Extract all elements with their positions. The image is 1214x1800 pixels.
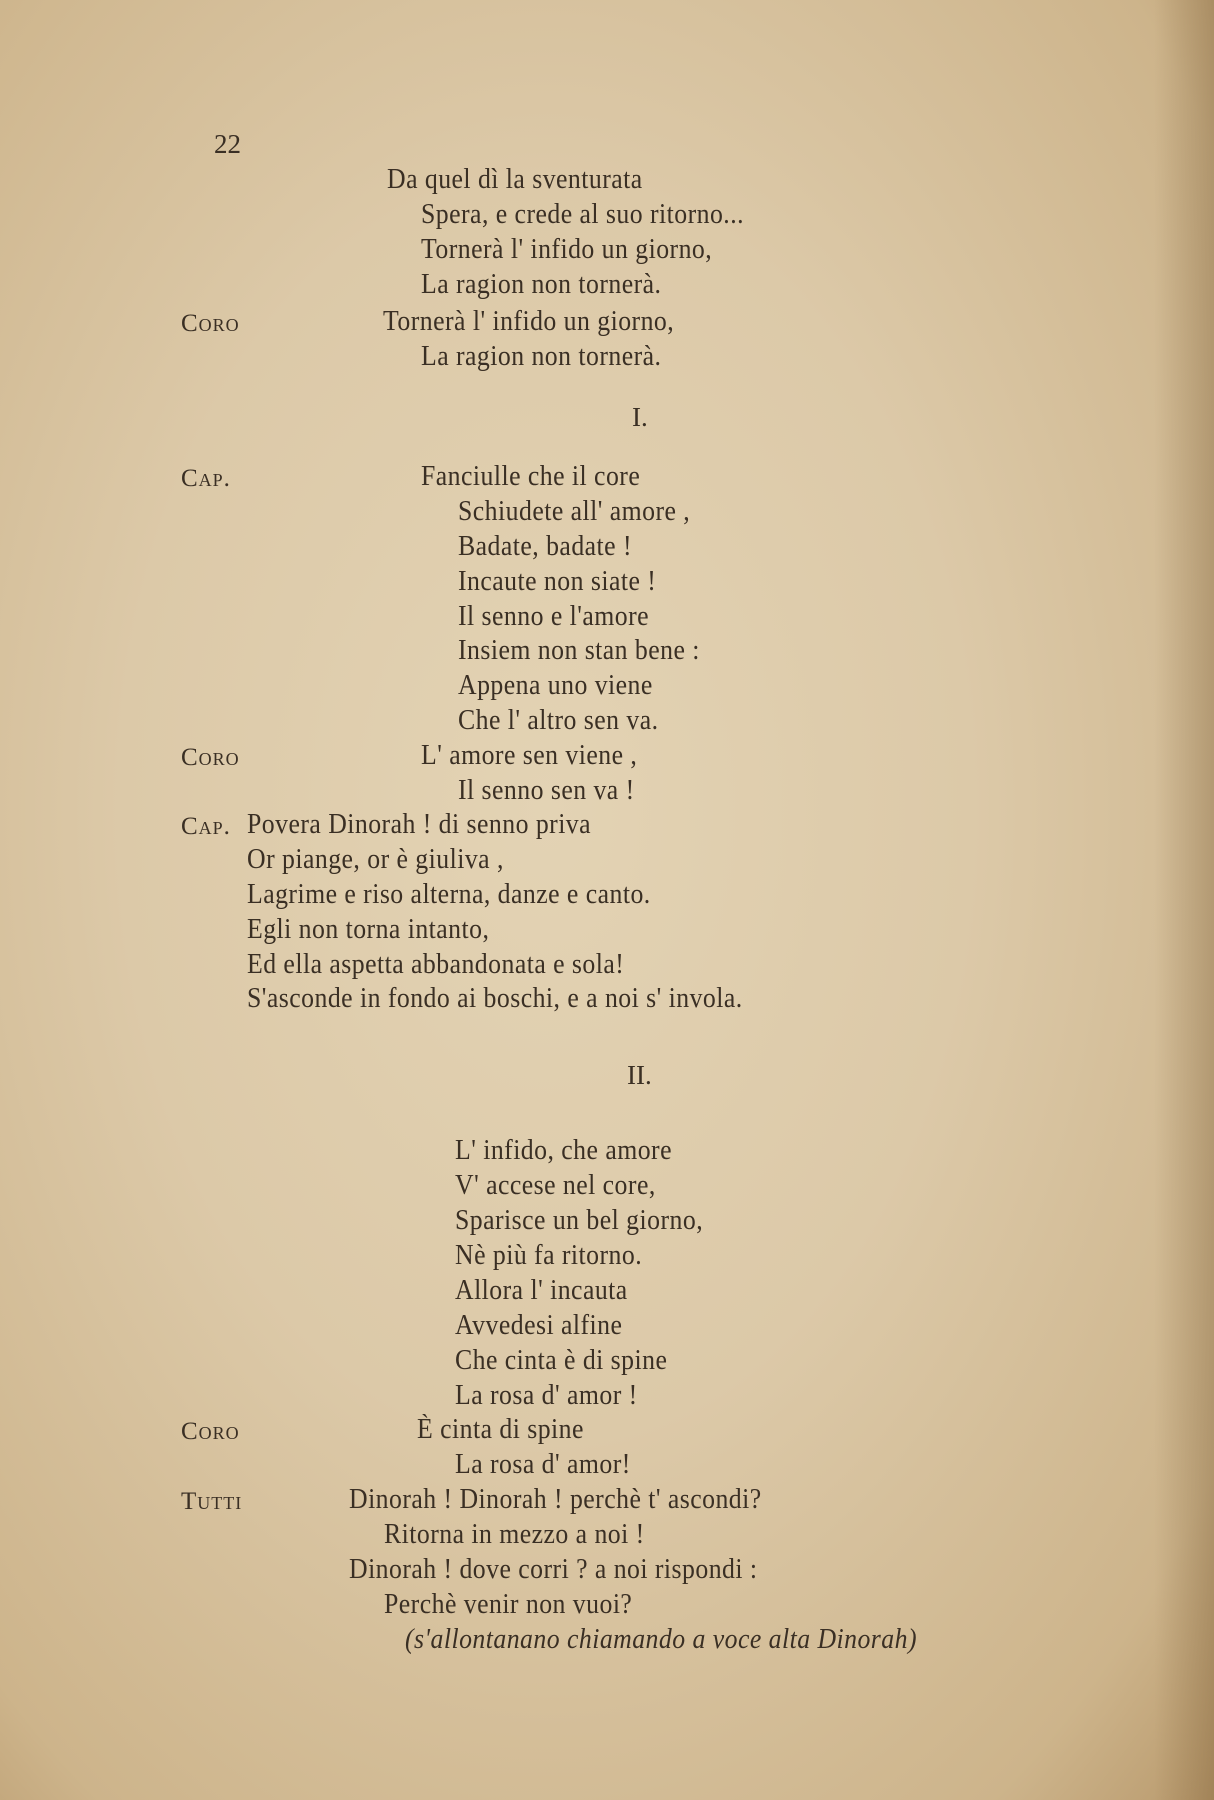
verse-line: Spera, e crede al suo ritorno... xyxy=(421,199,745,230)
verse-line: Badate, badate ! xyxy=(458,531,632,562)
verse-line: Egli non torna intanto, xyxy=(247,914,490,945)
verse-line: Or piange, or è giuliva , xyxy=(247,844,504,875)
verse-line: Povera Dinorah ! di senno priva xyxy=(247,809,592,840)
verse-line: Dinorah ! dove corri ? a noi rispondi : xyxy=(349,1554,758,1585)
verse-line: Sparisce un bel giorno, xyxy=(455,1205,704,1236)
verse-line: S'asconde in fondo ai boschi, e a noi s' invola. xyxy=(247,983,743,1014)
verse-line: Avvedesi alfine xyxy=(455,1310,623,1341)
verse-line: Schiudete all' amore , xyxy=(458,496,691,527)
verse-line: Allora l' incauta xyxy=(455,1275,628,1306)
section-number: I. xyxy=(632,402,648,432)
verse-line: È cinta di spine xyxy=(417,1414,584,1445)
verse-line: La ragion non tornerà. xyxy=(421,269,662,300)
verse-line: Il senno e l'amore xyxy=(458,601,650,632)
verse-line: Da quel dì la sventurata xyxy=(387,164,643,195)
speaker-label: Coro xyxy=(181,744,240,771)
verse-line: Tornerà l' infido un giorno, xyxy=(383,306,675,337)
verse-line: L' amore sen viene , xyxy=(421,740,638,771)
verse-line: Fanciulle che il core xyxy=(421,461,641,492)
speaker-label: Cap. xyxy=(181,465,231,492)
verse-line: Perchè venir non vuoi? xyxy=(384,1589,633,1620)
verse-line: Il senno sen va ! xyxy=(458,775,635,806)
speaker-label: Cap. xyxy=(181,813,231,840)
stage-direction: (s'allontanano chiamando a voce alta Dinorah) xyxy=(405,1624,918,1655)
verse-line: La rosa d' amor ! xyxy=(455,1380,638,1411)
verse-line: Che cinta è di spine xyxy=(455,1345,668,1376)
verse-line: Ritorna in mezzo a noi ! xyxy=(384,1519,645,1550)
verse-line: L' infido, che amore xyxy=(455,1135,672,1166)
verse-line: V' accese nel core, xyxy=(455,1170,656,1201)
verse-line: Ed ella aspetta abbandonata e sola! xyxy=(247,949,625,980)
section-number: II. xyxy=(627,1060,652,1090)
verse-line: Appena uno viene xyxy=(458,670,653,701)
speaker-label: Coro xyxy=(181,310,240,337)
verse-line: Tornerà l' infido un giorno, xyxy=(421,234,713,265)
verse-line: Che l' altro sen va. xyxy=(458,705,659,736)
page-number: 22 xyxy=(214,129,241,159)
verse-line: Nè più fa ritorno. xyxy=(455,1240,643,1271)
speaker-label: Tutti xyxy=(181,1488,243,1515)
verse-line: Insiem non stan bene : xyxy=(458,635,700,666)
verse-line: La rosa d' amor! xyxy=(455,1449,631,1480)
verse-line: Lagrime e riso alterna, danze e canto. xyxy=(247,879,651,910)
verse-line: La ragion non tornerà. xyxy=(421,341,662,372)
speaker-label: Coro xyxy=(181,1418,240,1445)
verse-line: Incaute non siate ! xyxy=(458,566,657,597)
verse-line: Dinorah ! Dinorah ! perchè t' ascondi? xyxy=(349,1484,762,1515)
